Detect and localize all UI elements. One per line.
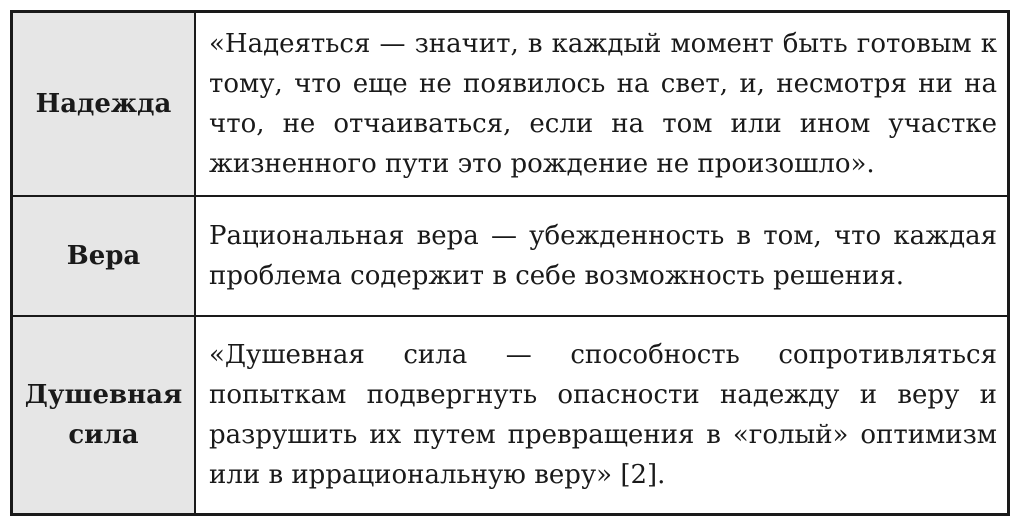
definitions-table (10, 10, 1010, 516)
definition-cell (196, 197, 1007, 317)
definition-cell (196, 13, 1007, 197)
term-label: Надежда (35, 89, 172, 119)
term-label: Вера (66, 241, 141, 271)
term-cell (13, 197, 196, 317)
definition-text: Рациональная вера — убежденность в том, что каждая проблема содержит в себе возможность решения. (209, 221, 997, 291)
term-label: Душевная сила (24, 380, 183, 450)
term-cell (13, 13, 196, 197)
definition-cell (196, 317, 1007, 513)
definition-text: «Надеяться — значит, в каждый момент быть готовым к тому, что еще не появилось на свет, и, несмотря ни на что, не отчаиваться, если на том или ином участке жизненного пути это рождение не произошло». (209, 29, 997, 179)
definition-text: «Душевная сила — способность сопротивляться попыткам подвергнуть опасности надежду и веру и разрушить их путем превращения в «голый» оптимизм или в иррациональную веру» [2]. (209, 340, 997, 490)
term-cell (13, 317, 196, 513)
